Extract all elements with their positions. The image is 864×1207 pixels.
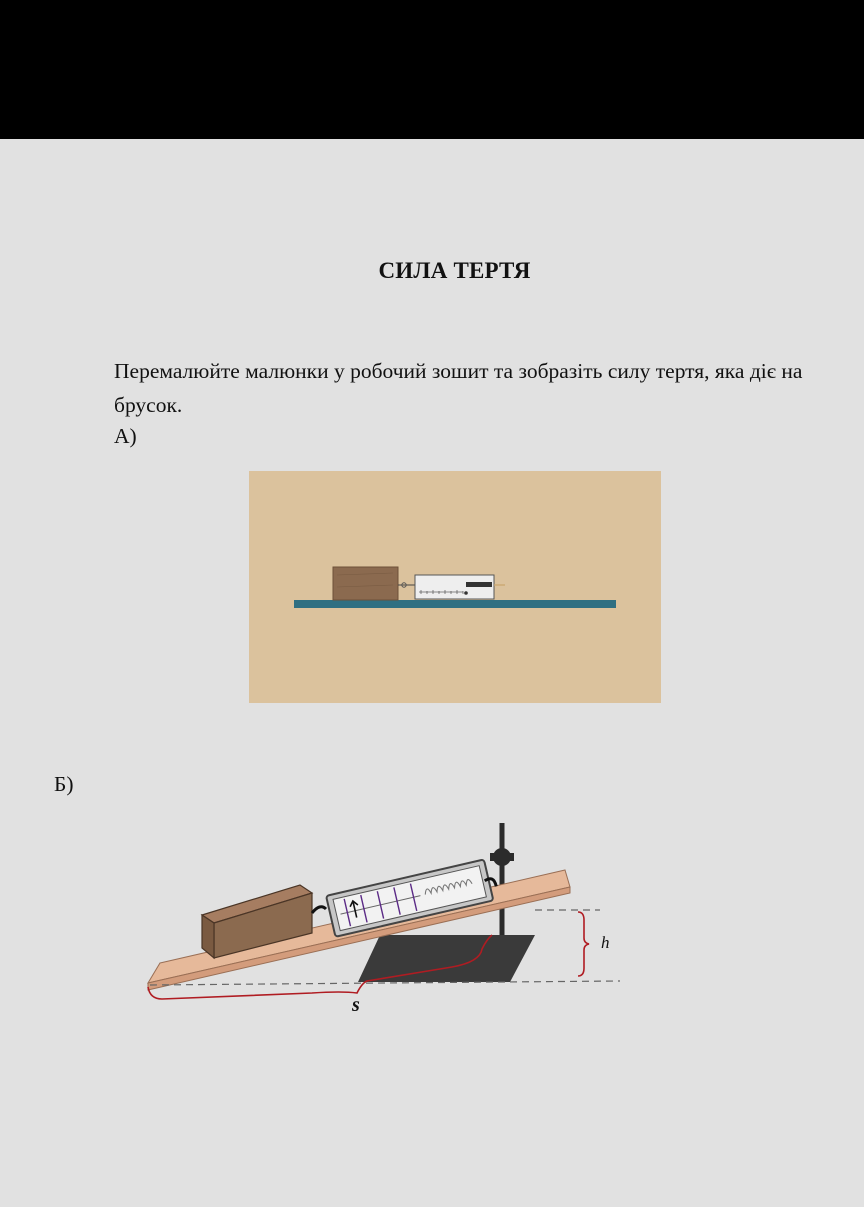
figure-b-inclined-plane [130,815,630,1020]
height-brace [578,912,589,976]
figure-a-horizontal-surface [249,471,661,703]
distance-label: s [352,994,360,1016]
height-label: h [601,933,610,952]
task-instruction: Перемалюйте малюнки у робочий зошит та зобразіть силу тертя, яка діє на брусок. [114,359,803,417]
stand-base [358,935,535,982]
spring-dynamometer-icon [415,575,505,599]
table-surface [294,600,616,608]
top-black-bar [0,0,864,139]
figure-a-label: А) [114,424,137,448]
wooden-block-icon [333,567,398,600]
clamp-icon [490,848,514,866]
hook-icon [312,907,326,913]
page-title: СИЛА ТЕРТЯ [378,258,531,283]
figure-b-label: Б) [54,772,74,796]
